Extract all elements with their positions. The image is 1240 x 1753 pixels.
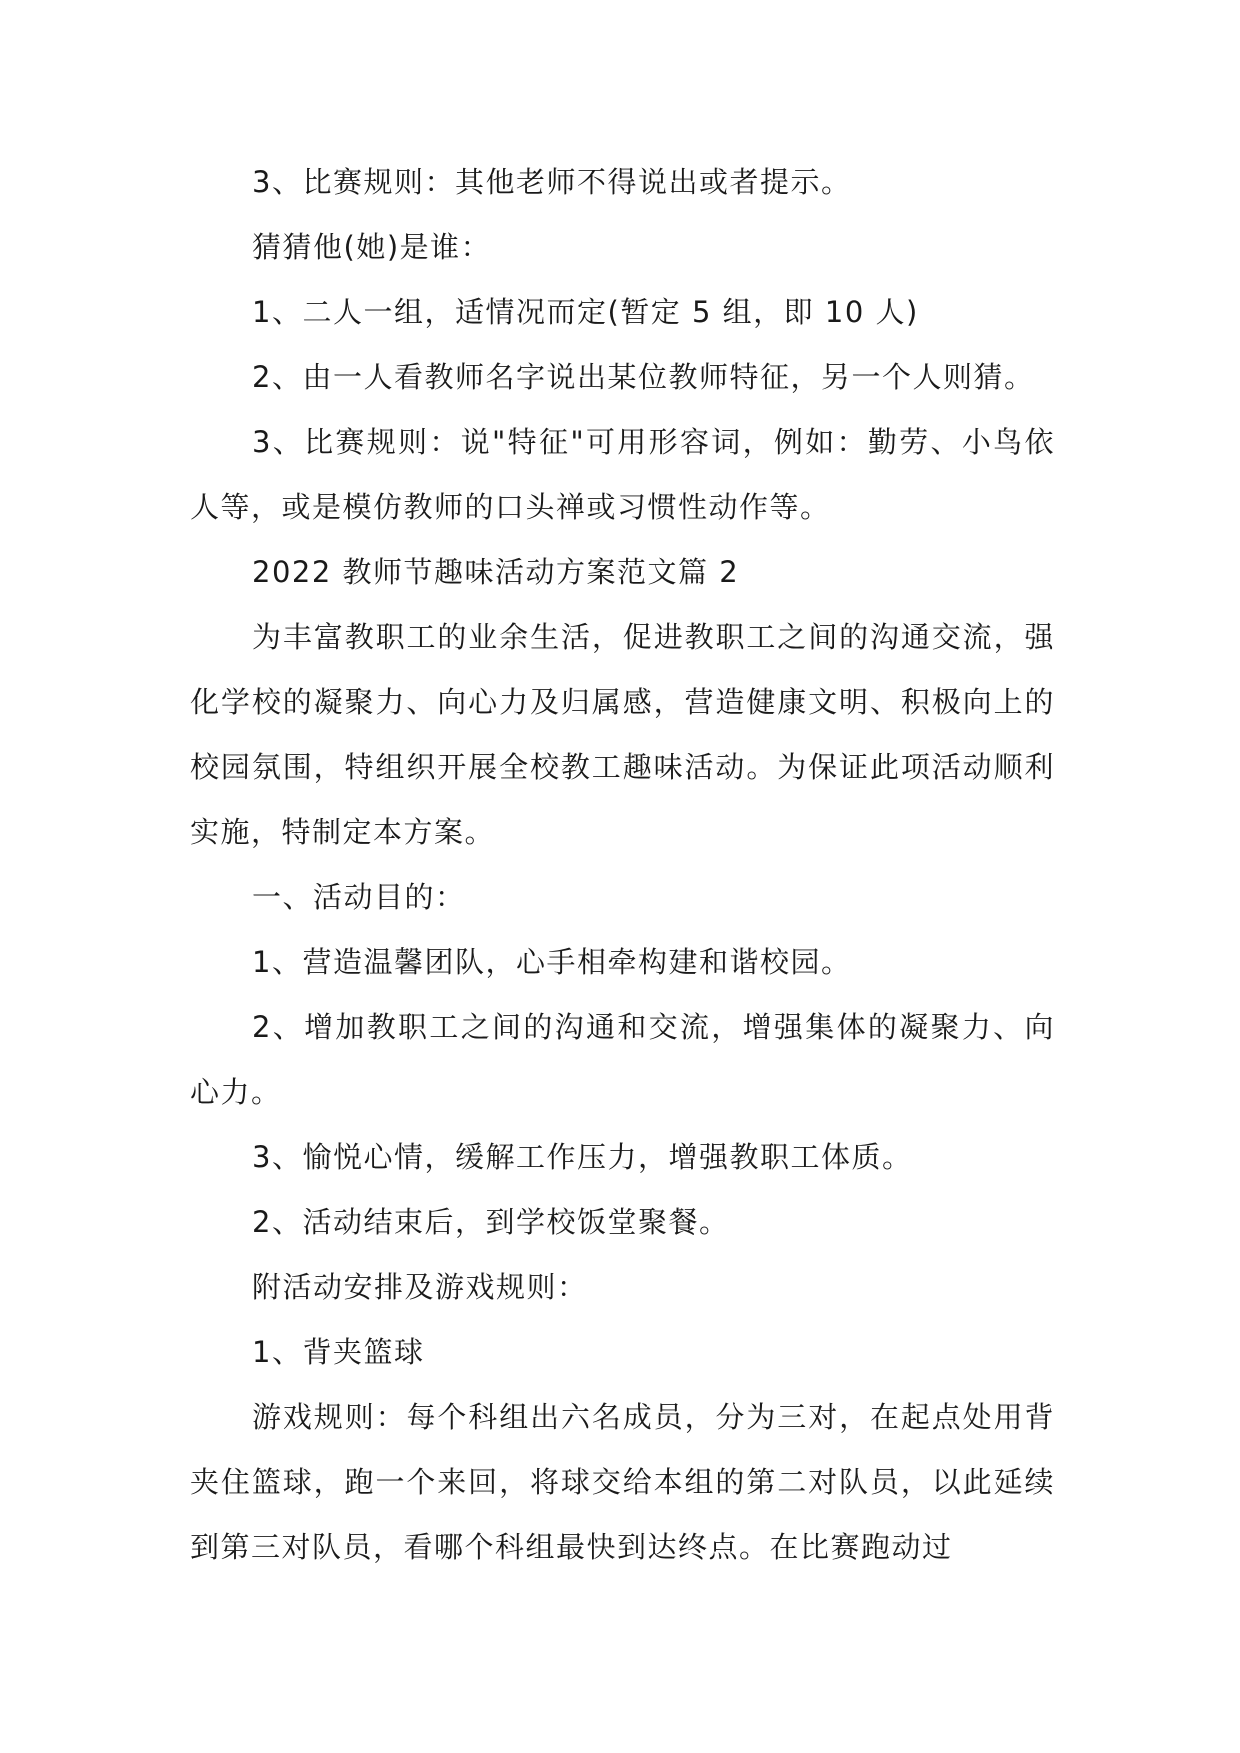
paragraph-purpose-2: 2、增加教职工之间的沟通和交流，增强集体的凝聚力、向心力。	[190, 1010, 1055, 1109]
document-body	[190, 150, 1055, 1580]
paragraph-intro: 为丰富教职工的业余生活，促进教职工之间的沟通交流，强化学校的凝聚力、向心力及归属感，营造健康文明、积极向上的校园氛围，特组织开展全校教工趣味活动。为保证此项活动顺利实施，特制定本方案。	[190, 620, 1055, 849]
paragraph-rule-no-hints: 3、比赛规则：其他老师不得说出或者提示。	[252, 165, 852, 199]
section-heading-plan-2: 2022 教师节趣味活动方案范文篇 2	[252, 555, 740, 589]
paragraph-guess-who-heading: 猜猜他(她)是谁：	[252, 230, 492, 264]
heading-back-basketball: 1、背夹篮球	[252, 1335, 425, 1369]
paragraph-after-activity: 2、活动结束后，到学校饭堂聚餐。	[252, 1205, 730, 1239]
paragraph-game-rules: 游戏规则：每个科组出六名成员，分为三对，在起点处用背夹住篮球，跑一个来回，将球交给本组的第二对队员，以此延续到第三对队员，看哪个科组最快到达终点。在比赛跑动过	[190, 1400, 1055, 1564]
paragraph-purpose-1: 1、营造温馨团队，心手相牵构建和谐校园。	[252, 945, 852, 979]
heading-activity-purpose: 一、活动目的：	[252, 880, 466, 914]
paragraph-groups-of-two: 1、二人一组，适情况而定(暂定 5 组，即 10 人)	[252, 295, 919, 329]
heading-schedule-and-rules: 附活动安排及游戏规则：	[252, 1270, 588, 1304]
paragraph-rule-features: 3、比赛规则：说"特征"可用形容词，例如：勤劳、小鸟依人等，或是模仿教师的口头禅或习惯性动作等。	[190, 425, 1055, 524]
paragraph-purpose-3: 3、愉悦心情，缓解工作压力，增强教职工体质。	[252, 1140, 913, 1174]
paragraph-describe-teacher: 2、由一人看教师名字说出某位教师特征，另一个人则猜。	[252, 360, 1035, 394]
